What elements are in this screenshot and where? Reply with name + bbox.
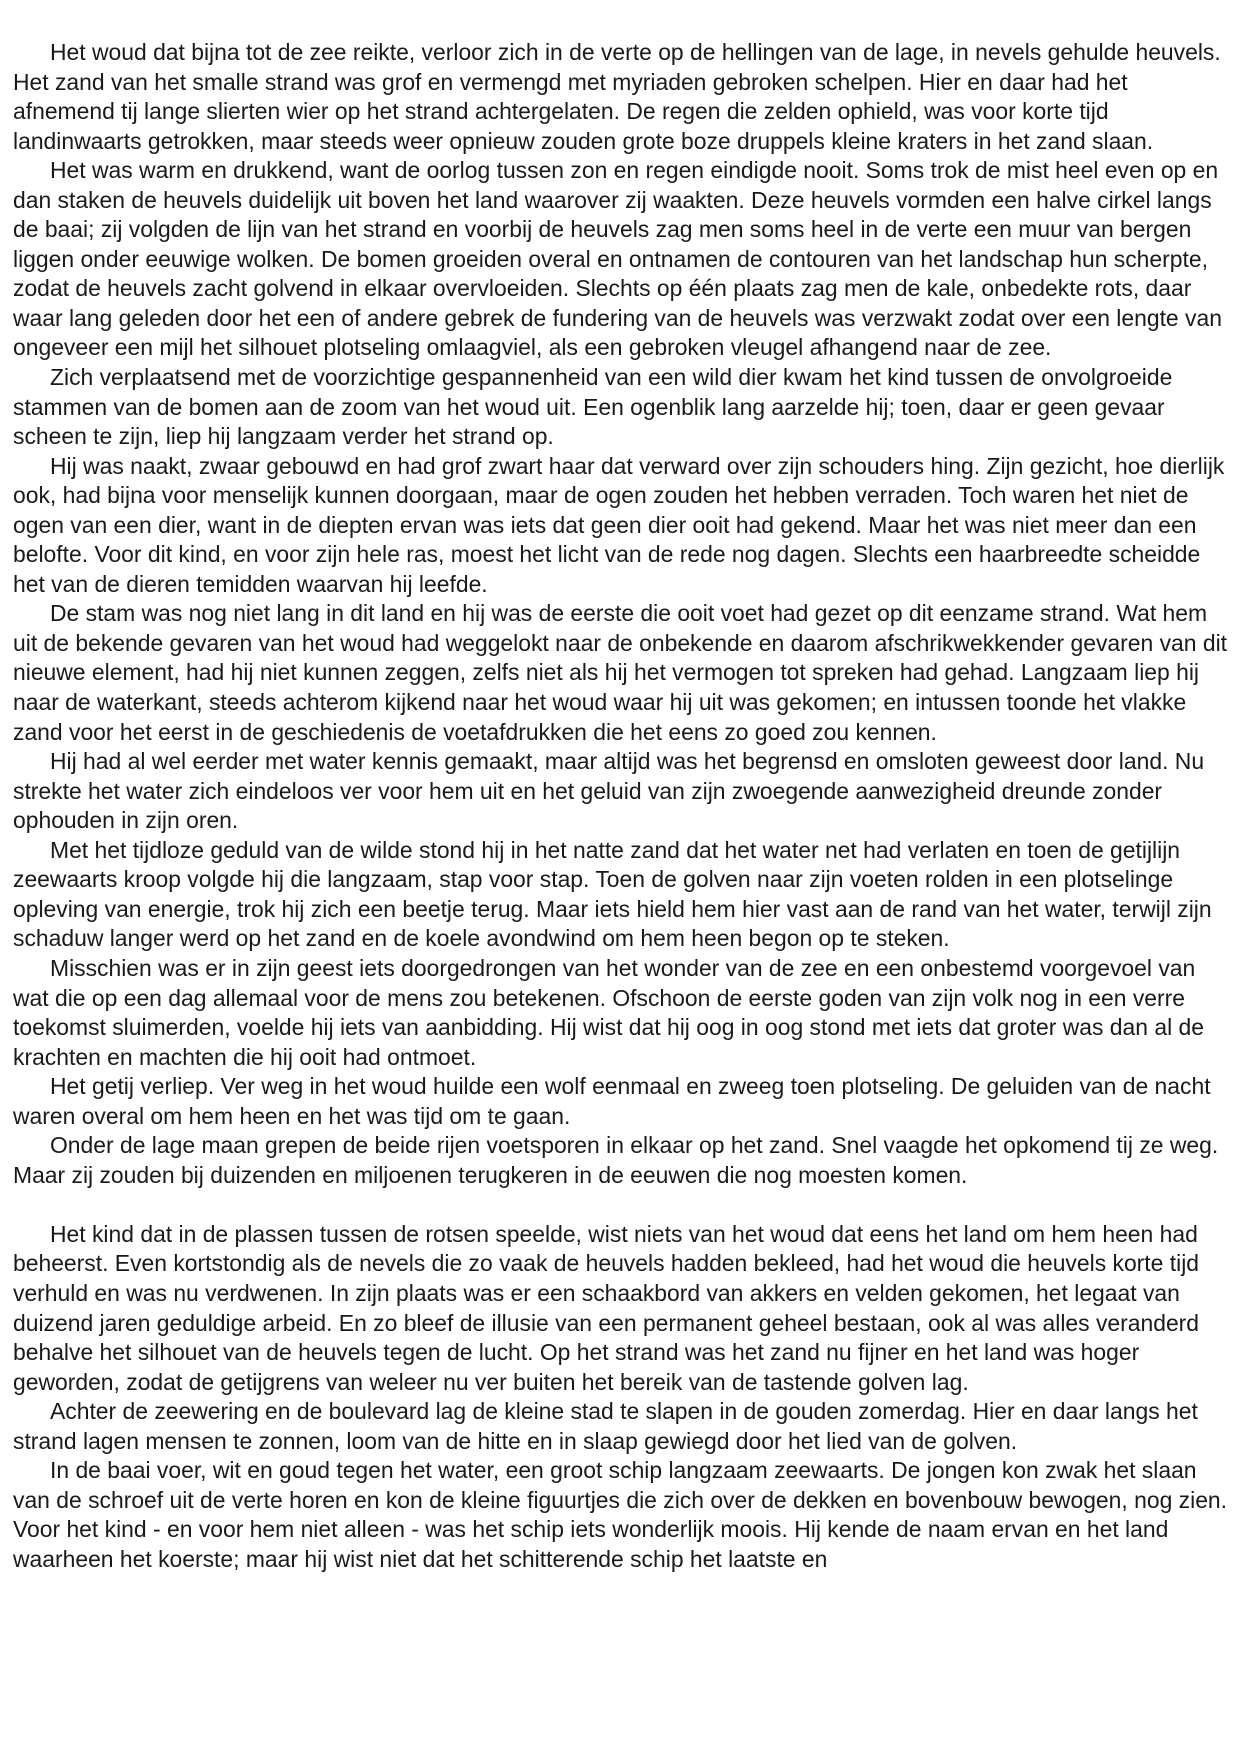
paragraph: Het woud dat bijna tot de zee reikte, verloor zich in de verte op de hellingen van de lage, in nevels gehulde heuvels. Het zand van het smalle strand was grof en vermengd met myriaden gebroken schelpen. Hier en daar had het afnemend tij lange slierten wier op het strand achtergelaten. De regen die zelden ophield, was voor korte tijd landinwaarts getrokken, maar steeds weer opnieuw zouden grote boze druppels kleine kraters in het zand slaan. (13, 39, 1221, 154)
paragraph: Misschien was er in zijn geest iets doorgedrongen van het wonder van de zee en een onbestemd voorgevoel van wat die op een dag allemaal voor de mens zou betekenen. Ofschoon de eerste goden van zijn volk nog in een verre toekomst sluimerden, voelde hij iets van aanbidding. Hij wist dat hij oog in oog stond met iets dat groter was dan al de krachten en machten die hij ooit had ontmoet. (13, 954, 1204, 1070)
section-break (13, 1190, 1235, 1220)
paragraph: De stam was nog niet lang in dit land en hij was de eerste die ooit voet had gezet op dit eenzame strand. Wat hem uit de bekende gevaren van het woud had weggelokt naar de onbekende en daarom afschrikwekkender gevaren van dit nieuwe element, had hij niet kunnen zeggen, zelfs niet als hij het vermogen tot spreken had gehad. Langzaam liep hij naar de waterkant, steeds achterom kijkend naar het woud waar hij uit was gekomen; en intussen toonde het vlakke zand voor het eerst in de geschiedenis de voetafdrukken die het eens zo goed zou kennen. (13, 600, 1228, 745)
paragraph: Achter de zeewering en de boulevard lag de kleine stad te slapen in de gouden zomerdag. Hier en daar langs het strand lagen mensen te zonnen, loom van de hitte en in slaap gewiegd door het lied van de golven. (13, 1398, 1198, 1454)
document-page (13, 38, 1235, 1574)
paragraph: Hij had al wel eerder met water kennis gemaakt, maar altijd was het begrensd en omsloten geweest door land. Nu strekte het water zich eindeloos ver voor hem uit en het geluid van zijn zwoegende aanwezigheid dreunde zonder ophouden in zijn oren. (13, 748, 1205, 834)
paragraph: Onder de lage maan grepen de beide rijen voetsporen in elkaar op het zand. Snel vaagde het opkomend tij ze weg. Maar zij zouden bij duizenden en miljoenen terugkeren in de eeuwen die nog moesten komen. (13, 1132, 1219, 1188)
paragraph: In de baai voer, wit en goud tegen het water, een groot schip langzaam zeewaarts. De jongen kon zwak het slaan van de schroef uit de verte horen en kon de kleine figuurtjes die zich over de dekken en bovenbouw bewogen, nog zien. Voor het kind - en voor hem niet alleen - was het schip iets wonderlijk moois. Hij kende de naam ervan en het land waarheen het koerste; maar hij wist niet dat het schitterende schip het laatste en (13, 1457, 1228, 1572)
paragraph: Zich verplaatsend met de voorzichtige gespannenheid van een wild dier kwam het kind tussen de onvolgroeide stammen van de bomen aan de zoom van het woud uit. Een ogenblik lang aarzelde hij; toen, daar er geen gevaar scheen te zijn, liep hij langzaam verder het strand op. (13, 364, 1173, 450)
paragraph: Het kind dat in de plassen tussen de rotsen speelde, wist niets van het woud dat eens het land om hem heen had beheerst. Even kortstondig als de nevels die zo vaak de heuvels hadden bekleed, had het woud die heuvels korte tijd verhuld en was nu verdwenen. In zijn plaats was er een schaakbord van akkers en velden gekomen, het legaat van duizend jaren geduldige arbeid. En zo bleef de illusie van een permanent geheel bestaan, ook al was alles veranderd behalve het silhouet van de heuvels tegen de lucht. Op het strand was het zand nu fijner en het land was hoger geworden, zodat de getijgrens van weleer nu ver buiten het bereik van de tastende golven lag. (13, 1220, 1200, 1395)
paragraph: Het was warm en drukkend, want de oorlog tussen zon en regen eindigde nooit. Soms trok de mist heel even op en dan staken de heuvels duidelijk uit boven het land waarover zij waakten. Deze heuvels vormden een halve cirkel langs de baai; zij volgden de lijn van het strand en voorbij de heuvels zag men soms heel in de verte een muur van bergen liggen onder eeuwige wolken. De bomen groeiden overal en ontnamen de contouren van het landschap hun scherpte, zodat de heuvels zacht golvend in elkaar overvloeiden. Slechts op één plaats zag men de kale, onbedekte rots, daar waar lang geleden door het een of andere gebrek de fundering van de heuvels was verzwakt zodat over een lengte van ongeveer een mijl het silhouet plotseling omlaagviel, als een gebroken vleugel afhangend naar de zee. (13, 157, 1222, 361)
paragraph: Met het tijdloze geduld van de wilde stond hij in het natte zand dat het water net had verlaten en toen de getijlijn zeewaarts kroop volgde hij die langzaam, stap voor stap. Toen de golven naar zijn voeten rolden in een plotselinge opleving van energie, trok hij zich een beetje terug. Maar iets hield hem hier vast aan de rand van het water, terwijl zijn schaduw langer werd op het zand en de koele avondwind om hem heen begon op te steken. (13, 836, 1212, 952)
paragraph: Hij was naakt, zwaar gebouwd en had grof zwart haar dat verward over zijn schouders hing. Zijn gezicht, hoe dierlijk ook, had bijna voor menselijk kunnen doorgaan, maar de ogen zouden het hebben verraden. Toch waren het niet de ogen van een dier, want in de diepten ervan was iets dat geen dier ooit had gekend. Maar het was niet meer dan een belofte. Voor dit kind, en voor zijn hele ras, moest het licht van de rede nog dagen. Slechts een haarbreedte scheidde het van de dieren temidden waarvan hij leefde. (13, 452, 1225, 597)
paragraph: Het getij verliep. Ver weg in het woud huilde een wolf eenmaal en zweeg toen plotseling. De geluiden van de nacht waren overal om hem heen en het was tijd om te gaan. (13, 1073, 1211, 1129)
